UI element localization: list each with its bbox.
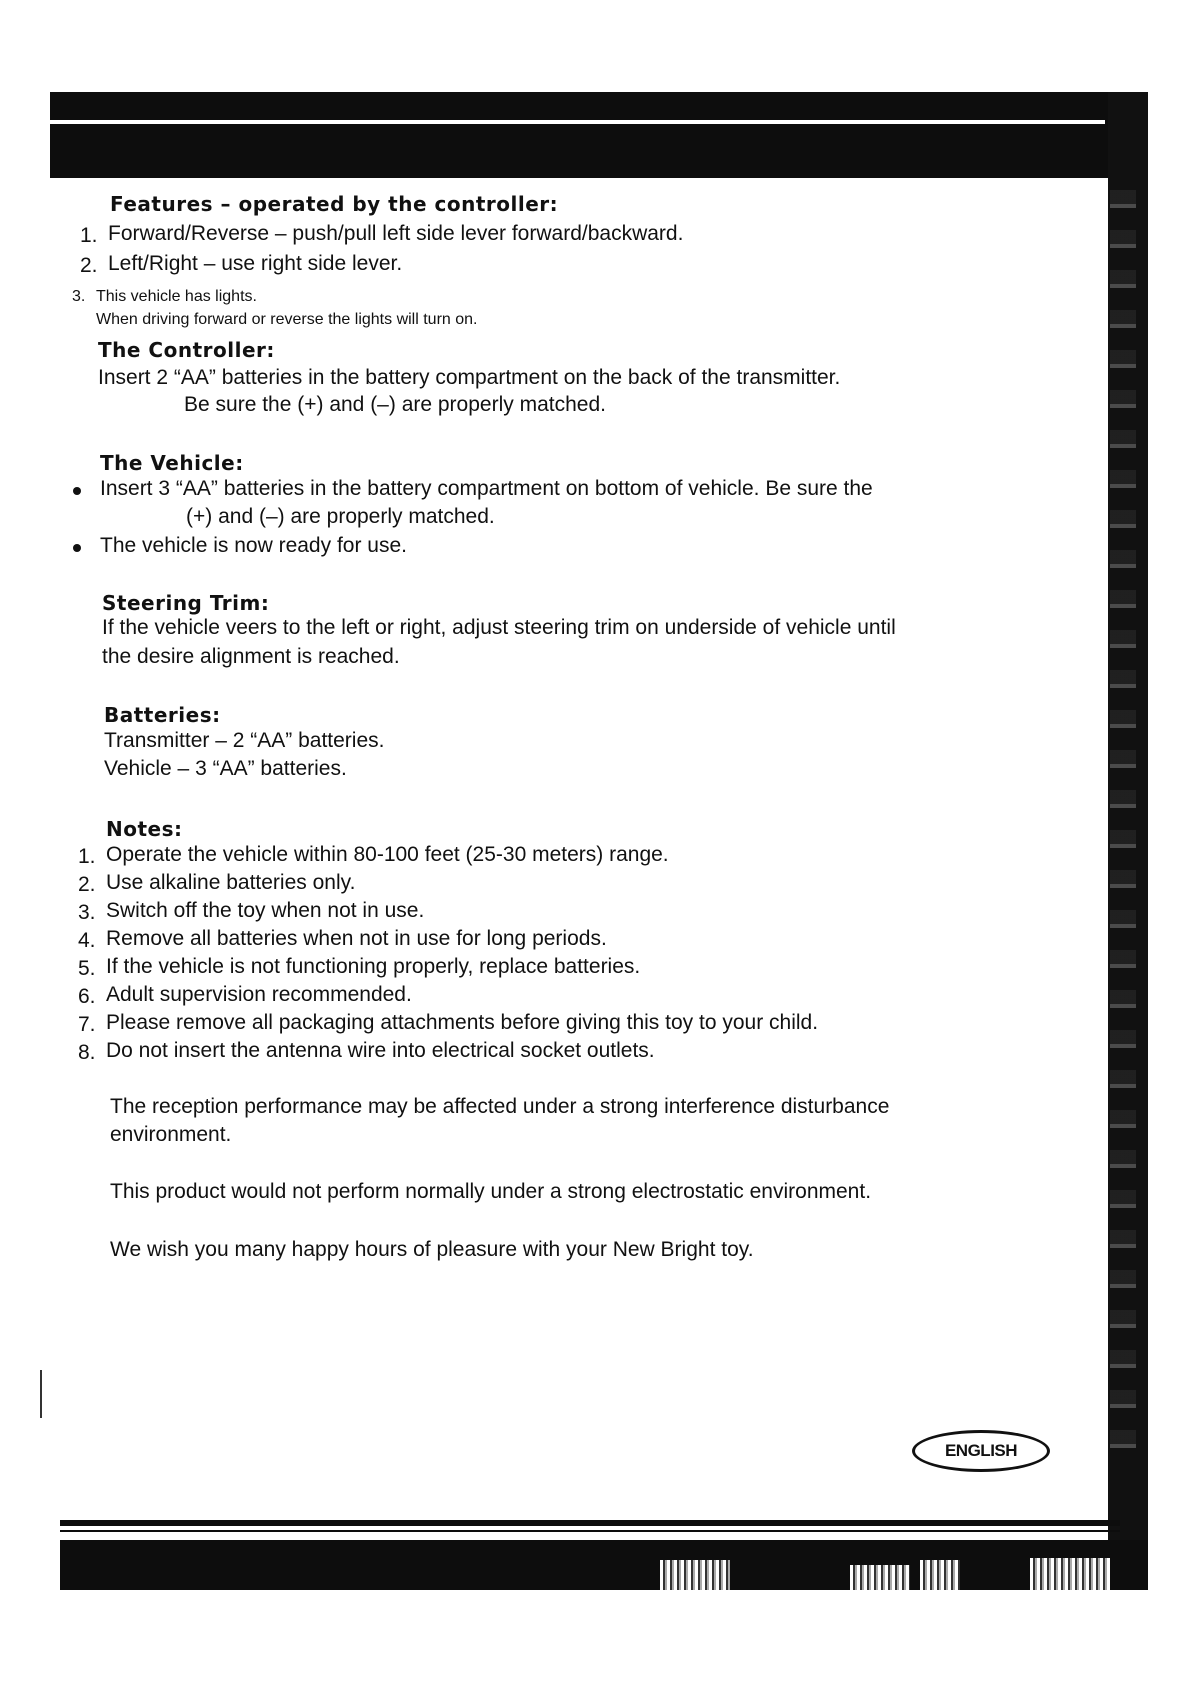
footer-rule-thin [60, 1530, 1120, 1532]
margin-mark [40, 1370, 42, 1418]
header-bar [50, 92, 1148, 178]
bullet-icon [73, 544, 81, 552]
scan-noise [1030, 1558, 1110, 1590]
right-edge-texture [1110, 190, 1136, 1470]
note-5-text: If the vehicle is not functioning properly, replace batteries. [106, 955, 641, 978]
language-badge: ENGLISH [912, 1430, 1050, 1472]
steering-line1: If the vehicle veers to the left or right, adjust steering trim on underside of vehicle until [102, 616, 896, 639]
note-2-text: Use alkaline batteries only. [106, 871, 356, 894]
feature-1-number: 1. [80, 224, 98, 247]
feature-1-text: Forward/Reverse – push/pull left side lever forward/backward. [108, 222, 684, 245]
batteries-line1: Transmitter – 2 “AA” batteries. [104, 729, 385, 752]
vehicle-heading: The Vehicle: [100, 451, 244, 475]
footer-bar [60, 1540, 1148, 1590]
note-1-number: 1. [78, 845, 96, 868]
scan-noise [850, 1565, 910, 1590]
controller-line2: Be sure the (+) and (–) are properly matched. [184, 393, 606, 416]
note-2-number: 2. [78, 873, 96, 896]
bullet-icon [73, 487, 81, 495]
notes-heading: Notes: [106, 817, 183, 841]
note-3-number: 3. [78, 901, 96, 924]
feature-2-number: 2. [80, 254, 98, 277]
feature-3-line1: This vehicle has lights. [96, 288, 257, 305]
closing-wish: We wish you many happy hours of pleasure with your New Bright toy. [110, 1238, 754, 1261]
feature-3-number: 3. [72, 288, 86, 305]
steering-line2: the desire alignment is reached. [102, 645, 400, 668]
note-7-text: Please remove all packaging attachments before giving this toy to your child. [106, 1011, 819, 1034]
vehicle-bullet2: The vehicle is now ready for use. [100, 534, 407, 557]
reception-line2: environment. [110, 1123, 232, 1146]
batteries-line2: Vehicle – 3 “AA” batteries. [104, 757, 347, 780]
footer-rule [60, 1520, 1120, 1526]
scan-noise [660, 1560, 730, 1590]
feature-2-text: Left/Right – use right side lever. [108, 252, 403, 275]
vehicle-bullet1-line2: (+) and (–) are properly matched. [186, 505, 495, 528]
scan-noise [920, 1560, 960, 1590]
note-7-number: 7. [78, 1013, 96, 1036]
note-8-text: Do not insert the antenna wire into electrical socket outlets. [106, 1039, 655, 1062]
note-6-text: Adult supervision recommended. [106, 983, 412, 1006]
controller-heading: The Controller: [98, 338, 275, 362]
electrostatic-note: This product would not perform normally under a strong electrostatic environment. [110, 1180, 872, 1203]
reception-line1: The reception performance may be affected under a strong interference disturbance [110, 1095, 890, 1118]
note-6-number: 6. [78, 985, 96, 1008]
note-1-text: Operate the vehicle within 80-100 feet (25-30 meters) range. [106, 843, 669, 866]
steering-heading: Steering Trim: [102, 591, 270, 615]
vehicle-bullet1-line1: Insert 3 “AA” batteries in the battery compartment on bottom of vehicle. Be sure the [100, 477, 873, 500]
features-heading: Features – operated by the controller: [110, 192, 559, 216]
note-5-number: 5. [78, 957, 96, 980]
feature-3-line2: When driving forward or reverse the lights will turn on. [96, 311, 478, 328]
note-8-number: 8. [78, 1041, 96, 1064]
note-3-text: Switch off the toy when not in use. [106, 899, 425, 922]
note-4-number: 4. [78, 929, 96, 952]
header-rule [50, 120, 1105, 124]
controller-line1: Insert 2 “AA” batteries in the battery compartment on the back of the transmitter. [98, 366, 841, 389]
note-4-text: Remove all batteries when not in use for long periods. [106, 927, 607, 950]
batteries-heading: Batteries: [104, 703, 221, 727]
